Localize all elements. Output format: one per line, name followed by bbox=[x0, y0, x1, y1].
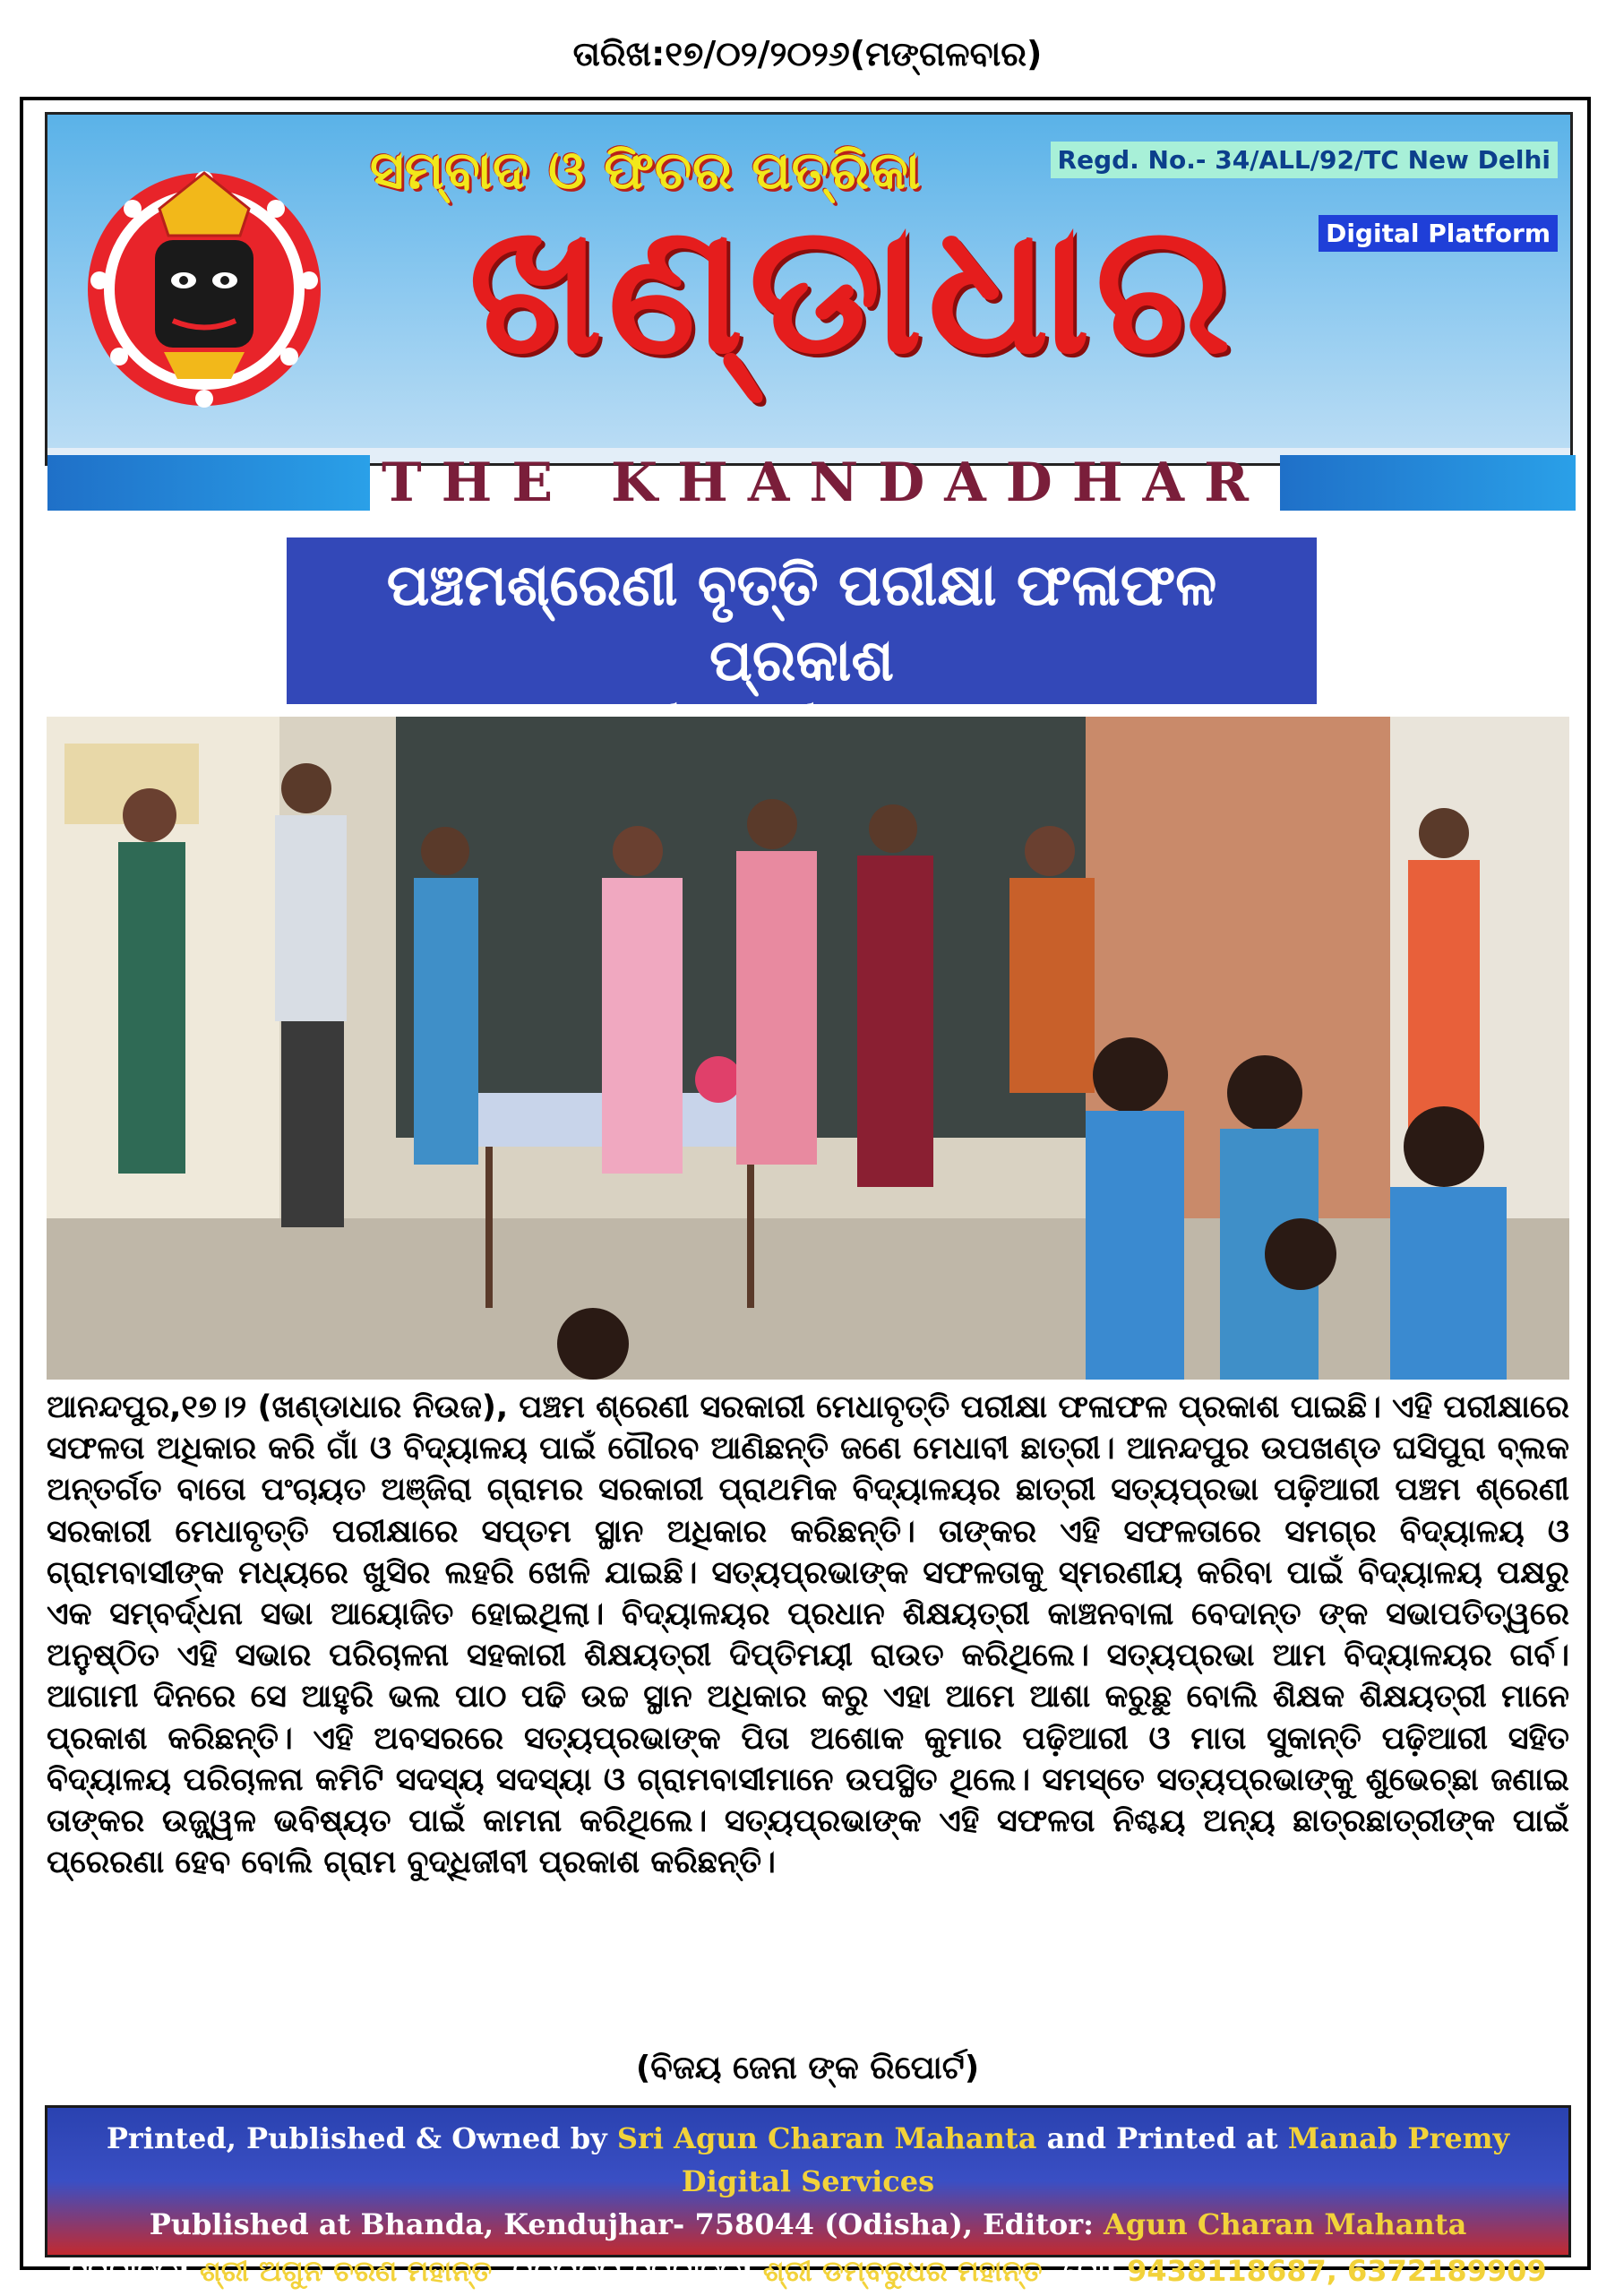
headline-line-1: ପଞ୍ଚମଶ୍ରେଣୀ ବୃତ୍ତି ପରୀକ୍ଷା ଫଳାଫଳ ପ୍ରକାଶ bbox=[386, 553, 1217, 694]
masthead-banner bbox=[47, 115, 1570, 448]
event-photo bbox=[47, 717, 1569, 1380]
footer-text: Published at Bhanda, Kendujhar- 758044 (Odisha), Editor: bbox=[149, 2207, 1104, 2241]
masthead bbox=[45, 112, 1573, 514]
masthead-tagline: ସମ୍ବାଦ ଓ ଫିଚର ପତ୍ରିକା bbox=[370, 140, 922, 201]
footer-line-3 bbox=[47, 2246, 1568, 2296]
footer-text: and Printed at bbox=[1036, 2121, 1288, 2155]
newspaper-name: ଖଣ୍ଡାଧାର bbox=[468, 184, 1237, 394]
footer-phone: 9438118687, 6372189909 bbox=[1127, 2254, 1547, 2288]
publication-date: ତାରିଖ:୧୭/୦୨/୨୦୨୬(ମଙ୍ଗଳବାର) bbox=[572, 34, 1043, 73]
footer-editor-odia: ଶ୍ରୀ ଅଗୁନ ଚରଣ ମହାନ୍ତ bbox=[199, 2254, 493, 2288]
title-stripe-left bbox=[47, 455, 370, 511]
footer-managing-editor: ଶ୍ରୀ ଡମ୍ବରୁଧର ମହାନ୍ତ bbox=[762, 2254, 1043, 2288]
footer-publisher: Sri Agun Charan Mahanta bbox=[616, 2121, 1037, 2155]
imprint-footer bbox=[45, 2105, 1571, 2288]
footer-line-2 bbox=[47, 2203, 1568, 2246]
digital-platform-badge: Digital Platform bbox=[1319, 215, 1558, 252]
footer-editor: Agun Charan Mahanta bbox=[1104, 2207, 1467, 2241]
headline-box bbox=[287, 537, 1317, 704]
title-stripe-right bbox=[1280, 455, 1576, 511]
article-text: ଆନନ୍ଦପୁର,୧୭।୨ (ଖଣ୍ଡାଧାର ନିଉଜ), ପଞ୍ଚମ ଶ୍ରେଣୀ ସରକାରୀ ମେଧାବୃତ୍ତି ପରୀକ୍ଷା ଫଳାଫଳ ପ୍ରକାଶ ପାଇଛି। ଏହି ପରୀକ୍ଷାରେ ସଫଳତା ଅଧିକାର କରି ଗାଁ ଓ ବିଦ୍ୟାଳୟ ପାଇଁ ଗୌରବ ଆଣିଛନ୍ତି ଜଣେ ମେଧାବୀ ଛାତ୍ରୀ। ଆନନ୍ଦପୁର ଉପଖଣ୍ଡ ଘସିପୁରା ବ୍ଲକ ଅନ୍ତର୍ଗତ ବାତୋ ପଂଚାୟତ ଅଞ୍ଜିରା ଗ୍ରାମର ସରକାରୀ ପ୍ରାଥମିକ ବିଦ୍ୟାଳୟର ଛାତ୍ରୀ ସତ୍ୟପ୍ରଭା ପଢ଼ିଆରୀ ପଞ୍ଚମ ଶ୍ରେଣୀ ସରକାରୀ ମେଧାବୃତ୍ତି ପରୀକ୍ଷାରେ ସପ୍ତମ ସ୍ଥାନ ଅଧିକାର କରିଛନ୍ତି। ତାଙ୍କର ଏହି ସଫଳତାରେ ସମଗ୍ର ବିଦ୍ୟାଳୟ ଓ ଗ୍ରାମବାସୀଙ୍କ ମଧ୍ୟରେ ଖୁସିର ଲହରି ଖେଳି ଯାଇଛି। ସତ୍ୟପ୍ରଭାଙ୍କ ସଫଳତାକୁ ସ୍ମରଣୀୟ କରିବା ପାଇଁ ବିଦ୍ୟାଳୟ ପକ୍ଷରୁ ଏକ ସମ୍ବର୍ଦ୍ଧନା ସଭା ଆୟୋଜିତ ହୋଇଥିଲା। ବିଦ୍ୟାଳୟର ପ୍ରଧାନ ଶିକ୍ଷୟତ୍ରୀ କାଞ୍ଚନବାଳା ବେଦାନ୍ତ ଙ୍କ ସଭାପତିତ୍ୱରେ ଅନୁଷ୍ଠିତ ଏହି ସଭାର ପରିଚାଳନା ସହକାରୀ ଶିକ୍ଷୟତ୍ରୀ ଦିପ୍ତିମୟୀ ରାଉତ କରିଥିଲେ। ସତ୍ୟପ୍ରଭା ଆମ ବିଦ୍ୟାଳୟର ଗର୍ବ। ଆଗାମୀ ଦିନରେ ସେ ଆହୁରି ଭଲ ପାଠ ପଢି ଉଚ୍ଚ ସ୍ଥାନ ଅଧିକାର କରୁ ଏହା ଆମେ ଆଶା କରୁଛୁ ବୋଲି ଶିକ୍ଷକ ଶିକ୍ଷୟତ୍ରୀ ମାନେ ପ୍ରକାଶ କରିଛନ୍ତି। ଏହି ଅବସରରେ ସତ୍ୟପ୍ରଭାଙ୍କ ପିତା ଅଶୋକ କୁମାର ପଢ଼ିଆରୀ ଓ ମାତା ସୁକାନ୍ତି ପଢ଼ିଆରୀ ସହିତ ବିଦ୍ୟାଳୟ ପରିଚାଳନା କମିଟି ସଦସ୍ୟ ସଦସ୍ୟା ଓ ଗ୍ରାମବାସୀମାନେ ଉପସ୍ଥିତ ଥିଲେ। ସମସ୍ତେ ସତ୍ୟପ୍ରଭାଙ୍କୁ ଶୁଭେଚ୍ଛା ଜଣାଇ ତାଙ୍କର ଉଜ୍ଜ୍ୱଳ ଭବିଷ୍ୟତ ପାଇଁ କାମନା କରିଥିଲେ। ସତ୍ୟପ୍ରଭାଙ୍କ ଏହି ସଫଳତା ନିଶ୍ଚୟ ଅନ୍ୟ ଛାତ୍ରଛାତ୍ରୀଙ୍କ ପାଇଁ ପ୍ରେରଣା ହେବ ବୋଲି ଗ୍ରାମ ବୁଦ୍ଧିଜୀବୀ ପ୍ରକାଶ କରିଛନ୍ତି। bbox=[47, 1389, 1569, 1881]
deity-emblem-icon bbox=[74, 155, 334, 415]
article-byline: (ବିଜୟ ଜେନା ଙ୍କ ରିପୋର୍ଟ) bbox=[635, 2050, 980, 2086]
english-title-bar bbox=[47, 451, 1570, 514]
footer-printer: Manab Premy Digital Services bbox=[681, 2121, 1510, 2198]
article-body bbox=[47, 1387, 1569, 1883]
footer-line-1 bbox=[47, 2117, 1568, 2203]
english-title: THE KHANDADHAR bbox=[382, 451, 1268, 514]
footer-text: , ପରିଚାଳନା ସମ୍ପାଦକ: bbox=[492, 2254, 763, 2288]
footer-text: ସମ୍ପାଦକ: bbox=[69, 2254, 200, 2288]
footer-text: Printed, Published & Owned by bbox=[106, 2121, 617, 2155]
footer-text: , ମୋ: bbox=[1042, 2254, 1128, 2288]
registration-number: Regd. No.- 34/ALL/92/TC New Delhi bbox=[1051, 142, 1558, 178]
